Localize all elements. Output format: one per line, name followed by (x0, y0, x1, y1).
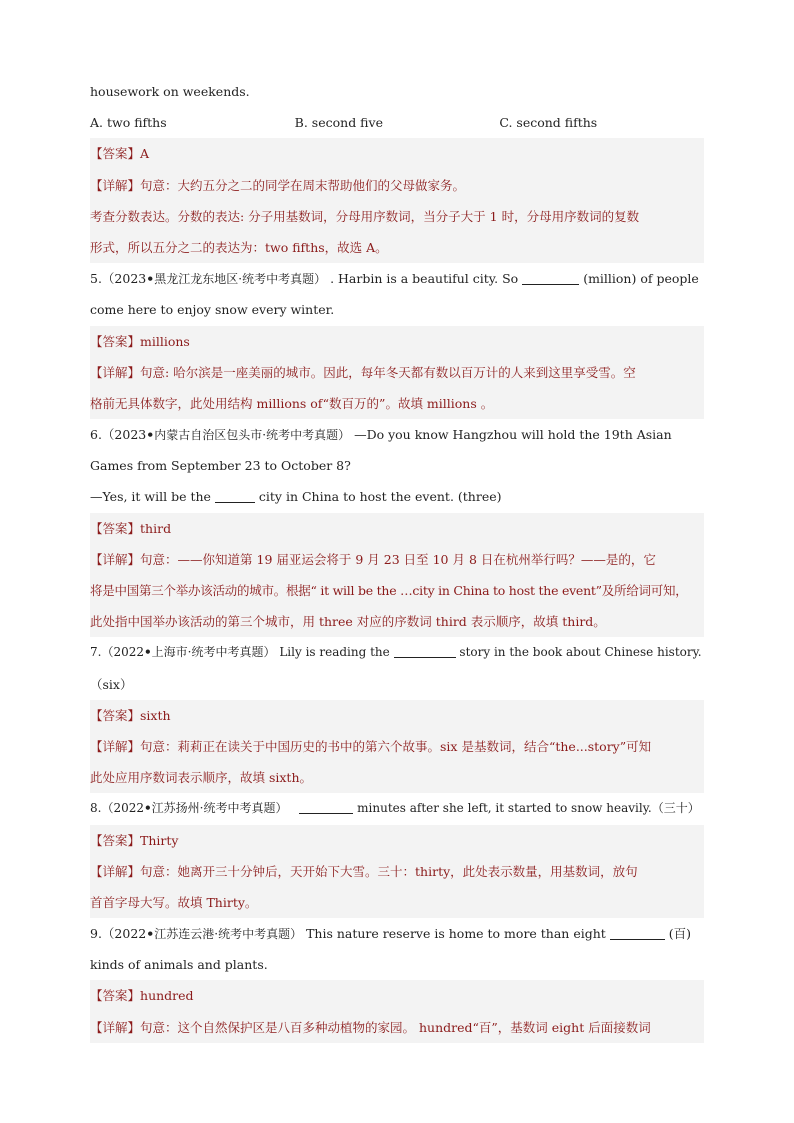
q4-answer (90, 138, 704, 169)
q5-stem-2: come here to enjoy snow every winter. (90, 302, 335, 318)
q6-answer (90, 513, 704, 544)
answer-blank (610, 927, 665, 940)
q8-stem (90, 793, 704, 824)
stem-text: (百) (668, 926, 692, 942)
q5-detail-2: 格前无具体数字，此处用结构 millions of“数百万的”。故填 millions 。 (90, 388, 704, 419)
answer-blank (299, 801, 353, 814)
option-c: C. second fifths (499, 115, 598, 131)
q4-detail-2: 考查分数表达。分数的表达: 分子用基数词，分母用序数词，当分子大于 1 时，分母用序数词的复数 (90, 201, 704, 232)
source-bullet: • (146, 427, 155, 443)
option-a: A. two fifths (90, 115, 167, 131)
option-b: B. second five (294, 115, 383, 131)
source-bullet: • (144, 801, 152, 816)
question-number: 6.（2023 (90, 427, 147, 443)
q5-answer (90, 326, 704, 357)
q6-stem-3 (90, 481, 704, 512)
detail-tag: 【详解】 (90, 177, 141, 193)
question-source: 内蒙古自治区包头市·统考中考真题） (154, 428, 351, 443)
answer-tag: 【答案】 (90, 333, 141, 349)
detail-tag: 【详解】 (90, 551, 141, 567)
q5-detail-1 (90, 357, 704, 388)
q8-detail-2: 首首字母大写。故填 Thirty。 (90, 887, 704, 918)
detail-text: 句意：大约五分之二的同学在周末帮助他们的父母做家务。 (140, 177, 466, 193)
q4-options (90, 107, 704, 138)
answer-tag: 【答案】 (90, 520, 141, 536)
question-source: 上海市·统考中考真题） (151, 645, 276, 660)
q6-stem (90, 419, 704, 450)
question-number: 8.（2022 (90, 801, 144, 816)
stem-text: Lily is reading the (279, 645, 390, 660)
source-bullet: • (146, 926, 155, 942)
detail-text: 句意：——你知道第 19 届亚运会将于 9 月 23 日至 10 月 8 日在杭州举行吗？——是的，它 (140, 551, 656, 567)
q7-detail-1 (90, 731, 704, 762)
source-bullet: • (144, 645, 152, 660)
stem-text: city in China to host the event. (three) (258, 489, 502, 505)
q6-detail-2: 将是中国第三个举办该活动的城市。根据“ it will be the …city in China to host the event”及所给词可知， (90, 575, 704, 606)
question-number: 7.（2022 (90, 645, 144, 660)
answer-value: Thirty (140, 832, 179, 848)
q4-detail-3: 形式，所以五分之二的表达为：two fifths，故选 A。 (90, 232, 704, 263)
detail-tag: 【详解】 (90, 738, 141, 754)
q9-stem (90, 918, 704, 949)
stem-text: story in the book about Chinese history. (459, 645, 702, 660)
answer-value: hundred (140, 988, 194, 1004)
answer-tag: 【答案】 (90, 832, 141, 848)
q6-detail-3: 此处指中国举办该活动的第三个城市，用 three 对应的序数词 third 表示顺序，故填 third。 (90, 606, 704, 637)
stem-text: . Harbin is a beautiful city. So (330, 271, 519, 287)
stem-text: —Do you know Hangzhou will hold the 19th Asian (354, 427, 672, 443)
stem-text: minutes after she left, it started to snow heavily.（三十） (357, 801, 700, 816)
answer-value: third (140, 520, 172, 536)
detail-tag: 【详解】 (90, 364, 141, 380)
answer-blank (394, 645, 456, 658)
detail-text: 句意：莉莉正在读关于中国历史的书中的第六个故事。six 是基数词，结合“the...story”可知 (140, 738, 652, 754)
answer-tag: 【答案】 (90, 146, 141, 162)
question-source: 江苏连云港·统考中考真题） (154, 927, 303, 942)
answer-blank (522, 272, 579, 285)
q4-detail-1 (90, 170, 704, 201)
question-source: 黑龙江龙东地区·统考中考真题） (154, 272, 327, 287)
answer-tag: 【答案】 (90, 707, 141, 723)
question-number: 5.（2023 (90, 271, 147, 287)
q7-stem (90, 637, 704, 668)
stem-text: (million) of people (583, 271, 699, 287)
answer-tag: 【答案】 (90, 988, 141, 1004)
q7-stem-2: （six） (90, 676, 133, 692)
q7-detail-2: 此处应用序数词表示顺序，故填 sixth。 (90, 762, 704, 793)
q9-answer (90, 980, 704, 1011)
detail-text: 句意: 哈尔滨是一座美丽的城市。因此，每年冬天都有数以百万计的人来到这里享受雪。空 (140, 364, 636, 380)
detail-tag: 【详解】 (90, 863, 141, 879)
source-bullet: • (146, 271, 155, 287)
detail-tag: 【详解】 (90, 1019, 141, 1035)
q6-detail-1 (90, 544, 704, 575)
question-source: 江苏扬州·统考中考真题） (151, 801, 288, 816)
q5-stem (90, 263, 704, 294)
detail-text: 句意：这个自然保护区是八百多种动植物的家园。 hundred“百”，基数词 eight 后面接数词 (140, 1019, 651, 1035)
q6-stem-2: Games from September 23 to October 8? (90, 458, 351, 474)
answer-value: A (140, 146, 150, 162)
answer-value: millions (140, 333, 190, 349)
stem-text: This nature reserve is home to more than eight (306, 926, 606, 942)
q9-detail-1 (90, 1012, 704, 1043)
answer-blank (215, 490, 255, 503)
q7-answer (90, 700, 704, 731)
detail-text: 句意：她离开三十分钟后，天开始下大雪。三十：thirty，此处表示数量，用基数词，放句 (140, 863, 638, 879)
q8-detail-1 (90, 856, 704, 887)
stem-text: —Yes, it will be the (90, 489, 211, 505)
q4-stem-end: housework on weekends. (90, 84, 250, 99)
question-number: 9.（2022 (90, 926, 147, 942)
q8-answer (90, 825, 704, 856)
document-page (90, 76, 704, 1043)
q9-stem-2: kinds of animals and plants. (90, 957, 268, 973)
answer-value: sixth (140, 707, 171, 723)
